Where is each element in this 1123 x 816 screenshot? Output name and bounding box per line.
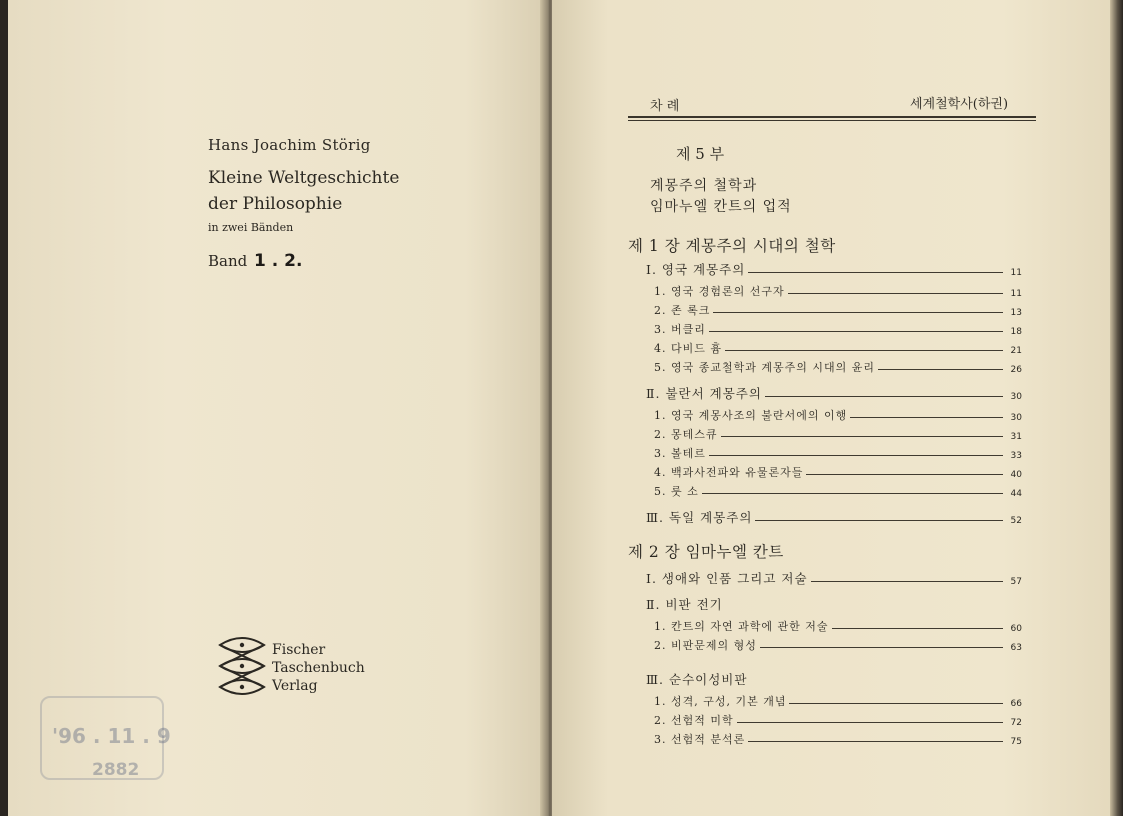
toc-entry-label: 3. 볼테르 — [654, 447, 706, 460]
toc-item-row — [654, 359, 1022, 375]
toc-leader-line — [832, 628, 1004, 629]
toc-section-row — [646, 510, 1022, 526]
toc-leader-line — [850, 417, 1003, 418]
toc-item-row — [654, 693, 1022, 709]
toc-leader-line — [755, 520, 1003, 521]
toc-entry-label: 1. 영국 경험론의 선구자 — [654, 285, 785, 298]
toc-item-row — [654, 340, 1022, 356]
toc-page-number: 13 — [1010, 308, 1022, 318]
toc-item-row — [654, 445, 1022, 461]
part-subtitle-1: 계몽주의 철학과 — [650, 178, 758, 194]
toc-section-row — [646, 597, 1022, 613]
toc-entry-label: 2. 존 록크 — [654, 304, 711, 317]
toc-page-number: 18 — [1010, 327, 1022, 337]
fischer-fish-logo-icon — [216, 633, 268, 699]
header-rule-thin — [628, 120, 1036, 121]
toc-page-number: 11 — [1010, 268, 1022, 278]
toc-item-row — [654, 283, 1022, 299]
toc-item-row — [654, 618, 1022, 634]
toc-page-number: 30 — [1010, 392, 1022, 402]
toc-leader-line — [789, 703, 1003, 704]
book-title-line2: der Philosophie — [208, 194, 343, 214]
toc-item-row — [654, 731, 1022, 747]
toc-entry-label: Ⅲ. 독일 계몽주의 — [646, 510, 753, 525]
band-line — [208, 251, 302, 271]
toc-entry-label: 4. 다비드 흄 — [654, 342, 722, 355]
toc-leader-line — [702, 493, 1003, 494]
toc-entry-label: Ⅲ. 순수이성비판 — [646, 672, 748, 687]
toc-leader-line — [709, 455, 1003, 456]
publisher-name — [272, 641, 365, 695]
toc-page-number: 52 — [1010, 516, 1022, 526]
toc-page-number: 26 — [1010, 365, 1022, 375]
toc-leader-line — [737, 722, 1003, 723]
toc-page-number: 60 — [1010, 624, 1022, 634]
toc-section-row — [646, 386, 1022, 402]
toc-entry-label: Ⅱ. 비판 전기 — [646, 597, 723, 612]
toc-entry-label: Ⅰ. 생애와 인품 그리고 저술 — [646, 571, 808, 586]
toc-leader-line — [765, 396, 1003, 397]
toc-page-number: 31 — [1010, 432, 1022, 442]
toc-page-number: 63 — [1010, 643, 1022, 653]
toc-page-number: 21 — [1010, 346, 1022, 356]
toc-entry-label: 5. 룻 소 — [654, 485, 699, 498]
chapter-title: 제 1 장 계몽주의 시대의 철학 — [628, 237, 836, 255]
book-title-line1: Kleine Weltgeschichte — [208, 168, 400, 188]
toc-page-number: 66 — [1010, 699, 1022, 709]
toc-page-number: 72 — [1010, 718, 1022, 728]
toc-page-number: 30 — [1010, 413, 1022, 423]
right-edge — [1110, 0, 1123, 816]
toc-entry-label: 2. 선험적 미학 — [654, 714, 734, 727]
toc-entry-label: 3. 선험적 분석론 — [654, 733, 746, 746]
toc-entry-label: 2. 비판문제의 형성 — [654, 639, 757, 652]
publisher-line2: Taschenbuch — [272, 660, 365, 676]
toc-page-number: 11 — [1010, 289, 1022, 299]
toc-entry-label: 2. 몽테스큐 — [654, 428, 718, 441]
toc-leader-line — [725, 350, 1003, 351]
author-name: Hans Joachim Störig — [208, 136, 371, 154]
stamp-number: 2882 — [92, 760, 140, 780]
header-rule — [628, 116, 1036, 118]
toc-item-row — [654, 483, 1022, 499]
toc-leader-line — [806, 474, 1003, 475]
toc-leader-line — [748, 741, 1003, 742]
chapter-title: 제 2 장 임마누엘 칸트 — [628, 543, 784, 561]
toc-header-left: 차 례 — [650, 99, 680, 114]
toc-entry-label: 1. 영국 계몽사조의 불란서에의 이행 — [654, 409, 848, 422]
toc-section-row — [646, 571, 1022, 587]
toc-page-number: 33 — [1010, 451, 1022, 461]
toc-page-number: 57 — [1010, 577, 1022, 587]
book-subtitle: in zwei Bänden — [208, 221, 294, 234]
toc-entry-label: 5. 영국 종교철학과 계몽주의 시대의 윤리 — [654, 361, 875, 374]
toc-leader-line — [709, 331, 1003, 332]
publisher-line3: Verlag — [272, 678, 318, 694]
toc-leader-line — [788, 293, 1003, 294]
toc-entry-label: 4. 백과사전파와 유물론자들 — [654, 466, 804, 479]
toc-header-right: 세계철학사(하권) — [910, 97, 1009, 112]
toc-page-number: 75 — [1010, 737, 1022, 747]
toc-entry-label: Ⅰ. 영국 계몽주의 — [646, 262, 746, 277]
toc-entry-label: 1. 칸트의 자연 과학에 관한 저술 — [654, 620, 829, 633]
toc-item-row — [654, 637, 1022, 653]
toc-item-row — [654, 407, 1022, 423]
toc-leader-line — [713, 312, 1003, 313]
toc-entry-label: 3. 버클리 — [654, 323, 706, 336]
stamp-date: '96 . 11 . 9 — [52, 724, 171, 748]
toc-page-number: 44 — [1010, 489, 1022, 499]
toc-leader-line — [748, 272, 1003, 273]
part-subtitle-2: 임마누엘 칸트의 업적 — [650, 199, 792, 215]
band-label: Band — [208, 252, 248, 270]
band-handwritten-number: 1 . 2. — [254, 251, 303, 271]
part-title: 제 5 부 — [676, 145, 725, 163]
toc-leader-line — [878, 369, 1003, 370]
toc-section-row — [646, 262, 1022, 278]
toc-page-number: 40 — [1010, 470, 1022, 480]
toc-leader-line — [721, 436, 1004, 437]
toc-item-row — [654, 426, 1022, 442]
toc-leader-line — [811, 581, 1003, 582]
toc-item-row — [654, 712, 1022, 728]
toc-leader-line — [760, 647, 1003, 648]
toc-item-row — [654, 464, 1022, 480]
toc-item-row — [654, 321, 1022, 337]
publisher-line1: Fischer — [272, 642, 326, 658]
toc-entry-label: Ⅱ. 불란서 계몽주의 — [646, 386, 762, 401]
toc-item-row — [654, 302, 1022, 318]
toc-section-row — [646, 672, 1022, 688]
toc-entry-label: 1. 성격, 구성, 기본 개념 — [654, 695, 787, 708]
